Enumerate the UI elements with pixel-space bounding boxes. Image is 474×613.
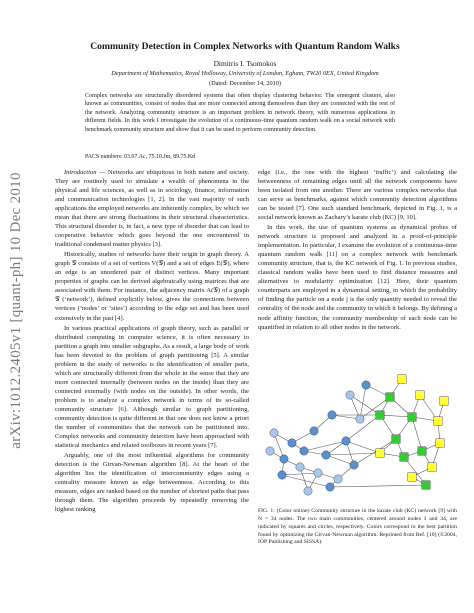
community-square-node	[386, 393, 394, 401]
network-edge	[360, 397, 390, 419]
community-circle-node	[356, 415, 364, 423]
community-circle-node	[266, 447, 274, 455]
network-edge	[330, 485, 426, 487]
community-square-node	[398, 375, 406, 383]
community-circle-node	[280, 455, 288, 463]
community-square-node	[408, 413, 416, 421]
community-circle-node	[322, 451, 330, 459]
karate-club-network-figure	[262, 355, 454, 503]
community-square-node	[400, 453, 408, 461]
figure-caption: FIG. 1: (Color online) Community structure in the karate club (KC) network [9] with N = 34 nodes. The two main communities, centered around nodes 1 and 34, are indicated by squares and circles, respectively. Colors correspond to the best partition found by optimizing the Girvan-Newman algorithm. Reprinted from Ref. [10] (©2004, IOP Publishing and SISSA).	[258, 508, 457, 546]
abstract: Complex networks are structurally disordered systems that often display clustering behavior. The emergent clusters, also known as communities, consist of nodes that are more connected among themselves than they are connected with the rest of the network. Analyzing community structure is an important problem in network theory, with numerous applications in different fields. In this work I investigate the evolution of a continuous-time quantum random walk on a social network with benchmark community structure and show that it can be used to perform community detection.	[85, 93, 395, 133]
arxiv-identifier-margin	[4, 150, 28, 470]
community-circle-node	[342, 437, 350, 445]
community-square-node	[376, 449, 384, 457]
network-edge	[380, 415, 412, 417]
community-square-node	[418, 447, 426, 455]
right-column	[258, 168, 457, 332]
community-circle-node	[346, 391, 354, 399]
arxiv-identifier: arXiv:1012.2405v1 [quant-ph] 10 Dec 2010	[7, 171, 24, 449]
intro-paragraph	[55, 168, 249, 249]
community-square-node	[422, 481, 430, 489]
dated-line: (Dated: December 14, 2010)	[208, 80, 282, 87]
community-circle-node	[270, 429, 278, 437]
author-name: Dimitris I. Tsomokos	[213, 59, 277, 68]
community-square-node	[416, 391, 424, 399]
community-circle-node	[288, 439, 296, 447]
community-square-node	[436, 439, 444, 447]
community-square-node	[408, 473, 416, 481]
community-circle-node	[296, 463, 304, 471]
community-circle-node	[278, 471, 286, 479]
community-square-node	[428, 463, 436, 471]
community-square-node	[434, 417, 442, 425]
community-circle-node	[334, 475, 342, 483]
pacs-numbers: PACS numbers: 03.67.Ac, 75.10.Jm, 89.75.Kd	[85, 154, 196, 160]
community-circle-node	[350, 461, 358, 469]
network-edge	[350, 395, 380, 415]
network-edge	[326, 455, 354, 465]
community-circle-node	[314, 469, 322, 477]
left-column	[55, 168, 249, 514]
quantum-probe-paragraph: In this work, the use of quantum systems as dynamical probes of network structure is proposed and analyzed in a proof-of-principle implementation. In particular, I examine the evolution of a continuous-time quantum random walk [11] on a complex network with benchmark community structure, that is, the KC network of Fig. 1. In previous studies, classical random walks have been used to find distance measures and alternatives to modularity optimization [12]. Here, their quantum counterparts are employed in a dynamical setting, in which the probability of finding the particle on a node j is the only quantity needed to reveal the centrality of the node and the community in which it belongs. By defining a node affinity function, the community membership of each node can be quantified in relation to all other nodes in the network.	[258, 224, 457, 331]
intro-label: Introduction	[64, 169, 97, 176]
author-affiliation: Department of Mathematics, Royal Holloway, University of London, Egham, TW20 0EX, United Kingdom	[111, 70, 379, 77]
network-edge	[346, 441, 380, 453]
community-square-node	[440, 397, 448, 405]
network-edge	[354, 439, 396, 465]
community-circle-node	[362, 381, 370, 389]
community-circle-node	[328, 411, 336, 419]
community-square-node	[376, 411, 384, 419]
community-circle-node	[304, 487, 312, 495]
graph-partitioning-paragraph: In various practical applications of graph theory, such as parallel or distributed computing in computer science, it is often necessary to partition a graph into smaller subgraphs. As a result, a large body of work has been devoted to the problem of graph partitioning [5]. A similar problem in the study of networks is the identification of smaller parts, which are structurally different from the whole in the sense that they are more connected internally (between nodes on the inside) than they are connected externally (with nodes on the outside). In other words, the problem is to analyze a complex network in terms of its so-called community structure [6]. Although similar to graph partitioning, community detection is quite different in that one does not know a priori the number of communities that the network can be partitioned into. Complex networks and community detection have been approached with statistical mechanics and related toolboxes in recent years [7].	[55, 324, 249, 449]
graph-theory-paragraph: Historically, studies of networks have their origin in graph theory. A graph 𝒢 consists of a set of vertices V(𝒢) and a set of edges E(𝒢), where an edge is an unordered pair of distinct vertices. Many important properties of graphs can be derived algebraically using matrices that are associated with them. For instance, the adjacency matrix A(𝒢) of a graph 𝒢 (‘network’), defined explicitly below, gives the connections between vertices (‘nodes’ or ‘sites’) according to the edge set and has been used extensively in the past [4].	[55, 251, 249, 322]
network-edge	[304, 441, 346, 451]
benchmark-paragraph: edge (i.e., the one with the highest ‘traffic’) and calculating the betweenness of remaining edges until all the network components have been isolated from one another. There are various complex networks that can serve as benchmarks, against which community detection algorithms can be tested [7]. One such standard benchmark, depicted in Fig. 1, is a social network known as Zachary’s karate club (KC) [9, 10].	[258, 169, 457, 222]
community-circle-node	[326, 483, 334, 491]
network-edge	[412, 417, 422, 451]
community-circle-node	[310, 427, 318, 435]
community-square-node	[392, 435, 400, 443]
girvan-newman-paragraph: Arguably, one of the most influential algorithms for community detection is the Girvan-Newman algorithm [8]. At the heart of the algorithm lies the identification of intercommunity edges using a centrality measure known as edge betweenness. According to this measure, edges are ranked based on the number of shortest paths that pass through them. The algorithm proceeds by repeatedly removing the highest ranking	[55, 451, 249, 514]
network-nodes	[266, 375, 448, 495]
network-edge	[282, 473, 318, 475]
community-circle-node	[300, 447, 308, 455]
paper-title: Community Detection in Complex Networks with Quantum Random Walks	[90, 41, 400, 52]
intro-text: — Networks are ubiquitous in both nature and society. They are routinely used to simulate a wealth of phenomena in the physical and life sciences, as well as in sociology, finance, information and communication technologies [1, 2]. In the vast majority of such applications the employed networks are inherently complex, by which we mean that there are strong fluctuations in their structural characteristics. This structural disorder is, in fact, a new type of disorder that can lead to cooperative behavior which goes beyond the one encountered in traditional condensed matter physics [3].	[55, 169, 249, 249]
